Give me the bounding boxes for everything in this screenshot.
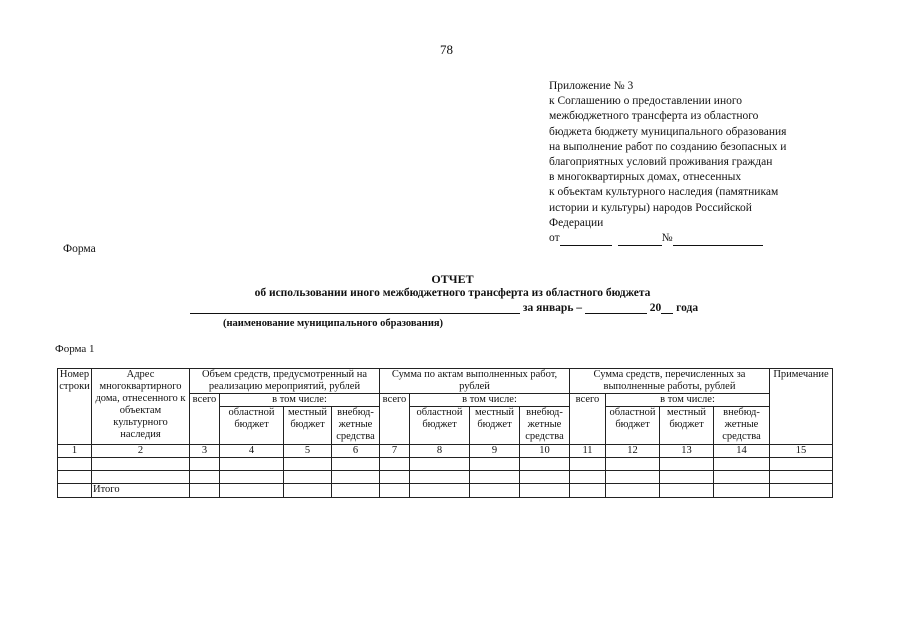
appendix-line: Федерации xyxy=(549,216,604,229)
header-including: в том числе: xyxy=(606,394,770,407)
header-local: местный бюджет xyxy=(470,407,520,445)
year-suffix: года xyxy=(676,302,699,314)
appendix-line: Приложение № 3 xyxy=(549,80,634,92)
appendix-line: межбюджетного трансферта из областного xyxy=(549,110,759,123)
period-prefix: за январь – xyxy=(522,302,583,314)
header-note: Примечание xyxy=(770,369,833,445)
header-regional: областной бюджет xyxy=(410,407,470,445)
municipality-name-blank xyxy=(190,301,520,314)
column-number: 4 xyxy=(220,445,284,458)
form-label: Форма xyxy=(63,243,96,255)
header-including: в том числе: xyxy=(410,394,570,407)
appendix-line: истории и культуры) народов Российской xyxy=(549,201,752,214)
report-subtitle: об использовании иного межбюджетного трансферта из областного бюджета xyxy=(254,287,651,299)
column-number: 5 xyxy=(284,445,332,458)
column-number: 2 xyxy=(92,445,190,458)
agreement-date-number-line xyxy=(549,231,839,246)
column-number: 6 xyxy=(332,445,380,458)
appendix-line: бюджета бюджету муниципального образования xyxy=(549,125,787,138)
table-row xyxy=(58,458,833,471)
header-extrabudgetary: внебюд-жетные средства xyxy=(520,407,570,445)
number-label: № xyxy=(661,232,673,245)
appendix-line: благоприятных условий проживания граждан xyxy=(549,156,773,169)
table-row xyxy=(58,471,833,484)
column-number: 8 xyxy=(410,445,470,458)
month-blank xyxy=(585,301,647,314)
total-row xyxy=(58,484,833,498)
column-number: 12 xyxy=(606,445,660,458)
header-total: всего xyxy=(190,394,220,445)
municipality-period-line xyxy=(190,301,698,314)
year-blank xyxy=(661,301,673,314)
column-number: 10 xyxy=(520,445,570,458)
appendix-line: к Соглашению о предоставлении иного xyxy=(549,95,743,108)
column-number: 15 xyxy=(770,445,833,458)
appendix-line: на выполнение работ по созданию безопасных и xyxy=(549,140,787,153)
appendix-line: к объектам культурного наследия (памятникам xyxy=(549,186,779,199)
header-total: всего xyxy=(380,394,410,445)
column-number: 11 xyxy=(570,445,606,458)
header-extrabudgetary: внебюд-жетные средства xyxy=(332,407,380,445)
header-extrabudgetary: внебюд-жетные средства xyxy=(714,407,770,445)
report-title: ОТЧЕТ xyxy=(431,272,474,286)
column-number: 1 xyxy=(58,445,92,458)
page-number: 78 xyxy=(440,42,453,57)
appendix-header xyxy=(549,79,839,246)
column-number: 13 xyxy=(660,445,714,458)
header-local: местный бюджет xyxy=(660,407,714,445)
municipality-caption: (наименование муниципального образования) xyxy=(223,318,444,329)
header-planned: Объем средств, предусмотренный на реализацию мероприятий, рублей xyxy=(190,369,380,394)
header-regional: областной бюджет xyxy=(220,407,284,445)
total-label: Итого xyxy=(92,484,190,498)
from-label: от xyxy=(549,232,560,245)
header-address: Адрес многоквартирного дома, отнесенного к объектам культурного наследия xyxy=(92,369,190,445)
header-row-number: Номер строки xyxy=(58,369,92,445)
header-local: местный бюджет xyxy=(284,407,332,445)
year-prefix: 20 xyxy=(649,302,662,314)
header-transferred: Сумма средств, перечисленных за выполненные работы, рублей xyxy=(570,369,770,394)
appendix-line: в многоквартирных домах, отнесенных xyxy=(549,171,742,184)
header-including: в том числе: xyxy=(220,394,380,407)
column-number: 9 xyxy=(470,445,520,458)
column-number: 14 xyxy=(714,445,770,458)
report-table xyxy=(57,368,833,498)
column-number: 7 xyxy=(380,445,410,458)
header-total: всего xyxy=(570,394,606,445)
column-number: 3 xyxy=(190,445,220,458)
header-regional: областной бюджет xyxy=(606,407,660,445)
header-acts: Сумма по актам выполненных работ, рублей xyxy=(380,369,570,394)
form-1-label: Форма 1 xyxy=(55,343,95,355)
